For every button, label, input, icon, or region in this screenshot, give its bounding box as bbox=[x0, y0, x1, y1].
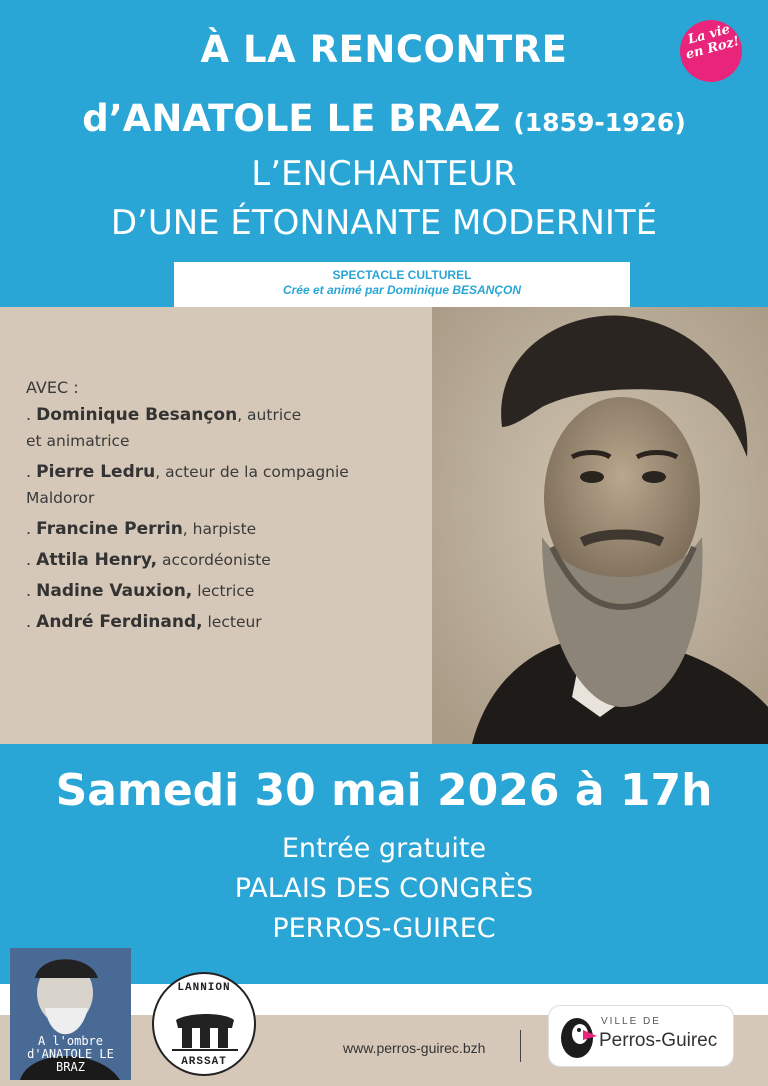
website-link[interactable]: www.perros-guirec.bzh bbox=[343, 1040, 486, 1056]
la-vie-en-roz-badge bbox=[680, 20, 742, 82]
cast-name: Dominique Besançon bbox=[36, 405, 238, 425]
title-years: (1859-1926) bbox=[513, 108, 686, 137]
cast-role: accordéoniste bbox=[157, 551, 271, 569]
spectacle-title: SPECTACLE CULTUREL bbox=[332, 268, 472, 282]
cast-role: lecteur bbox=[202, 613, 262, 631]
cast-label: AVEC : bbox=[26, 378, 79, 397]
logo3-big-text: Perros-Guirec bbox=[599, 1030, 718, 1051]
title-name: d’ANATOLE LE BRAZ bbox=[82, 97, 501, 140]
cast-item: . Pierre Ledru, acteur de la compagnie Maldoror bbox=[26, 462, 349, 507]
logo3-small-text: VILLE DE bbox=[601, 1016, 661, 1027]
cast-name: Francine Perrin bbox=[36, 519, 183, 539]
puffin-icon bbox=[555, 1012, 599, 1062]
logo2-top-text: LANNION bbox=[177, 982, 231, 994]
cast-item: . Nadine Vauxion, lectrice bbox=[26, 581, 255, 601]
cast-role: , acteur de la compagnie bbox=[155, 463, 349, 481]
cast-list bbox=[26, 402, 426, 640]
cast-role-cont: et animatrice bbox=[26, 432, 130, 450]
cast-role: , harpiste bbox=[182, 520, 257, 538]
footer-divider bbox=[520, 1030, 521, 1062]
lannion-arssat-logo bbox=[152, 972, 256, 1076]
portrait-photo bbox=[432, 307, 768, 744]
cast-name: André Ferdinand, bbox=[36, 612, 203, 632]
badge-text: La vie en Roz! bbox=[684, 21, 742, 63]
ombre-anatole-logo bbox=[10, 948, 131, 1080]
cast-item: . Francine Perrin, harpiste bbox=[26, 519, 257, 539]
portrait-illustration bbox=[432, 307, 768, 744]
cast-item: . André Ferdinand, lecteur bbox=[26, 612, 262, 632]
logo1-text: A l'ombre d'ANATOLE LE BRAZ bbox=[27, 1034, 114, 1074]
cast-role: , autrice bbox=[237, 406, 302, 424]
title-line-2 bbox=[0, 97, 768, 140]
subtitle-line-2: D’UNE ÉTONNANTE MODERNITÉ bbox=[110, 203, 658, 243]
cast-item: . Dominique Besançon, autrice et animatrice bbox=[26, 405, 302, 450]
cast-name: Pierre Ledru bbox=[36, 462, 156, 482]
title-line-1: À LA RENCONTRE bbox=[200, 28, 568, 71]
cast-item: . Attila Henry, accordéoniste bbox=[26, 550, 271, 570]
logo2-bottom-text: ARSSAT bbox=[181, 1056, 227, 1068]
entry-info: Entrée gratuite bbox=[281, 833, 487, 864]
venue-name: PALAIS DES CONGRÈS bbox=[234, 873, 534, 904]
venue-city: PERROS-GUIREC bbox=[272, 913, 496, 944]
cast-name: Attila Henry, bbox=[36, 550, 158, 570]
spectacle-box bbox=[174, 262, 630, 307]
event-date: Samedi 30 mai 2026 à 17h bbox=[55, 765, 713, 816]
subtitle-line-1: L’ENCHANTEUR bbox=[251, 154, 517, 194]
cast-role: lectrice bbox=[192, 582, 255, 600]
cast-role-cont: Maldoror bbox=[26, 489, 95, 507]
spectacle-credit: Crée et animé par Dominique BESANÇON bbox=[282, 283, 522, 297]
cast-name: Nadine Vauxion, bbox=[36, 581, 193, 601]
ville-perros-guirec-logo bbox=[548, 1005, 734, 1067]
